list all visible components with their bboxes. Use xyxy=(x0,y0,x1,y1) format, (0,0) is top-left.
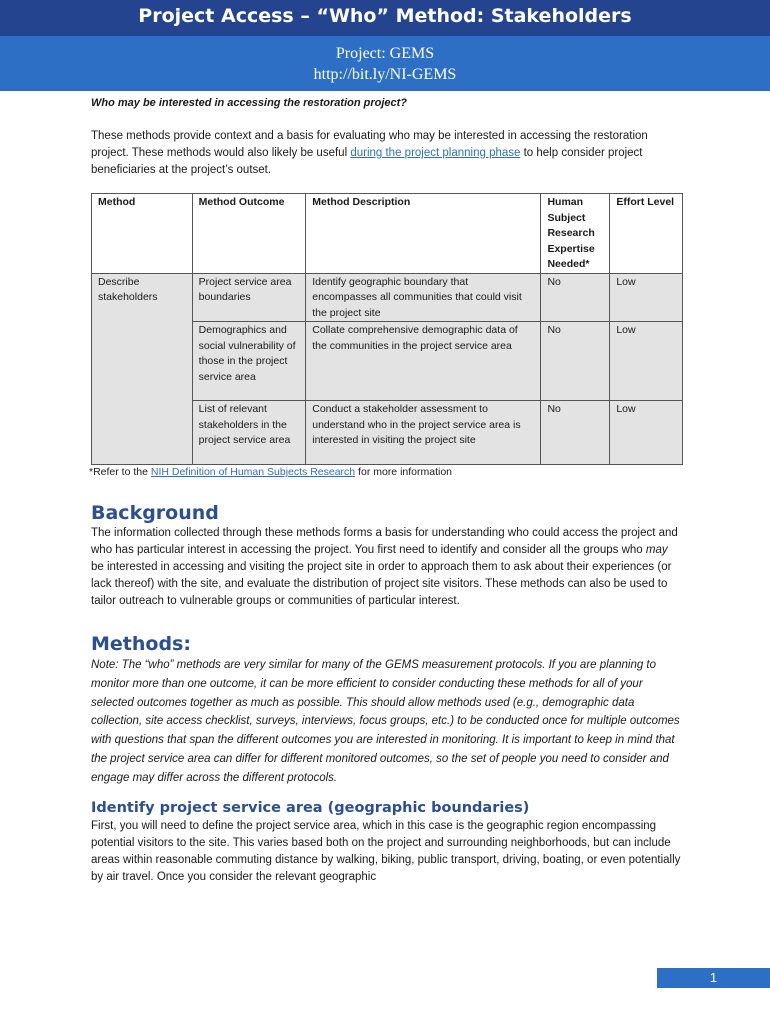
expertise-cell: No xyxy=(541,322,610,401)
intro-text-start: These methods provide context and a basis for evaluating who may be interested in accessing the restoration project. These methods would also likely be useful xyxy=(91,130,648,159)
col-header-method: Method xyxy=(92,194,193,274)
intro-text-end: to help consider project beneficiaries at the project’s outset. xyxy=(91,147,643,176)
page-title: Project Access – “Who” Method: Stakeholders xyxy=(0,0,770,36)
effort-cell: Low xyxy=(610,401,683,465)
expertise-cell: No xyxy=(541,401,610,465)
outcome-cell: Demographics and social vulnerability of those in the project service area xyxy=(192,322,306,401)
background-paragraph xyxy=(91,525,681,610)
table-header-row xyxy=(92,194,683,274)
table-footnote xyxy=(89,465,681,479)
effort-cell: Low xyxy=(610,273,683,322)
effort-cell: Low xyxy=(610,322,683,401)
col-header-description: Method Description xyxy=(306,194,541,274)
outcome-cell: List of relevant stakeholders in the project service area xyxy=(192,401,306,465)
method-cell: Describe stakeholders xyxy=(92,273,193,465)
col-header-expertise: Human Subject Research Expertise Needed* xyxy=(541,194,610,274)
footnote-text-start: *Refer to the xyxy=(89,466,151,478)
col-header-effort: Effort Level xyxy=(610,194,683,274)
methods-table xyxy=(91,193,683,465)
service-area-heading: Identify project service area (geographic boundaries) xyxy=(91,799,530,816)
methods-note: Note: The “who” methods are very similar for many of the GEMS measurement protocols. If you are planning to monitor more than one outcome, it can be more efficient to consider conducting these methods for all of your selected outcomes together as much as possible. This should allow methods used (e.g., demographic data collection, site access checklist, surveys, interviews, focus groups, etc.) to be conducted once for multiple outcomes with questions that span the different outcomes you are interested in monitoring. It is important to keep in mind that the project service area can differ for different monitored outcomes, so the set of people you need to consider and engage may differ across the different protocols. xyxy=(91,659,680,784)
expertise-cell: No xyxy=(541,273,610,322)
background-text-end: be interested in accessing and visiting the project site in order to approach them to ask about their experiences (or lack thereof) with the site, and evaluate the distribution of project site visitors. These methods can also be used to tailor outreach to vulnerable groups or communities of particular interest. xyxy=(91,561,672,607)
project-url[interactable]: http://bit.ly/NI-GEMS xyxy=(313,66,457,83)
description-cell: Collate comprehensive demographic data of the communities in the project service area xyxy=(306,322,541,401)
page-number: 1 xyxy=(657,968,770,988)
description-cell: Conduct a stakeholder assessment to understand who in the project service area is interested in visiting the project site xyxy=(306,401,541,465)
service-area-paragraph: First, you will need to define the project service area, which in this case is the geographic region encompassing potential visitors to the site. This varies based both on the project and surrounding neighborhoods, but can include areas within reasonable commuting distance by walking, biking, public transport, driving, boating, or even potentially by air travel. Once you consider the relevant geographic xyxy=(91,819,681,883)
outcome-cell: Project service area boundaries xyxy=(192,273,306,322)
project-banner xyxy=(0,36,770,91)
planning-phase-link[interactable]: during the project planning phase xyxy=(350,147,521,159)
col-header-outcome: Method Outcome xyxy=(192,194,306,274)
nih-definition-link[interactable]: NIH Definition of Human Subjects Research xyxy=(150,466,356,478)
table-row xyxy=(92,273,683,322)
background-heading: Background xyxy=(91,502,219,524)
footnote-text-end: for more information xyxy=(355,466,453,478)
intro-question: Who may be interested in accessing the restoration project? xyxy=(91,97,408,109)
intro-paragraph xyxy=(91,128,681,179)
background-text-start: The information collected through these methods forms a basis for understanding who could access the project and who has particular interest in accessing the project. You first need to identify and consider all the groups who xyxy=(91,527,678,556)
project-name: Project: GEMS xyxy=(335,45,435,62)
methods-heading: Methods: xyxy=(91,633,191,655)
background-emphasis: may xyxy=(645,544,668,556)
description-cell: Identify geographic boundary that encompasses all communities that could visit the project site xyxy=(306,273,541,322)
document-body xyxy=(91,93,681,886)
